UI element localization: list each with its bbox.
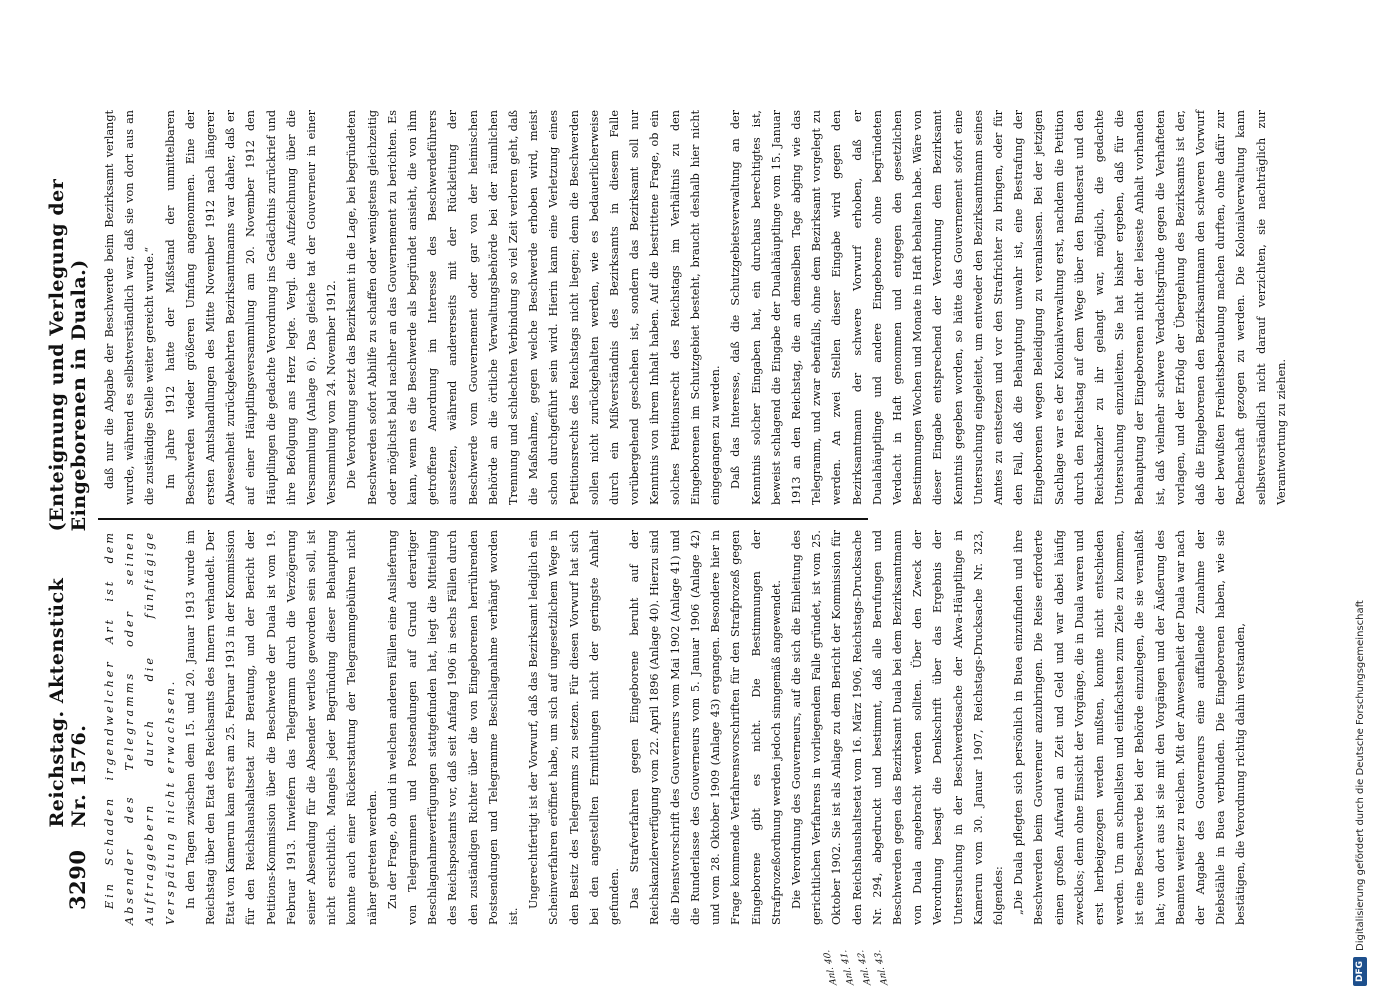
paragraph: Zu der Frage, ob und in welchen anderen Fällen eine Auslieferung von Telegrammen und Postsendungen auf Grund derartiger Beschlagnahmeverfügungen stattgefunden hat, liegt die Mitteilung des Reichspostamts vor, daß seit Anfang 1906 in sechs Fällen durch den zuständigen Richter über die von Eingeborenen herrührenden Postsendungen und Telegramme Beschlagnahme verhängt worden ist. — [385, 530, 521, 925]
paragraph: Ein Schaden irgendwelcher Art ist dem Absender des Telegramms oder seinen Auftraggebern durch die fünftägige Verspätung nicht erwachsen. — [103, 530, 177, 925]
paragraph: Im Jahre 1912 hatte der Mißstand der unmittelbaren Beschwerden wieder größeren Umfang angenommen. Eine der ersten Amtshandlungen des Mitte November 1912 nach längerer Abwesenheit zurückgekehrten Bezirksamtmanns war daher, daß er auf einer Häuptlingsversammlung am 20. November 1912 den Häuptlingen die gedachte Verordnung ins Gedächtnis zurückrief und ihre Befolgung ans Herz legte. Vergl. die Aufzeichnung über die Versammlung (Anlage 6). Das gleiche tat der Gouverneur in einer Versammlung vom 24. November 1912. — [163, 110, 339, 505]
paragraph: Die Verordnung des Gouverneurs, auf die sich die Einleitung des gerichtlichen Verfahrens in vorliegendem Falle gründet, ist vom 25. Oktober 1902. Sie ist als Anlage zu dem Bericht der Kommission für den Reichshaushaltsetat vom 16. März 1906, Reichstags-Drucksache Nr. 294, abgedruckt und bestimmt, daß alle Berufungen und Beschwerden gegen das Bezirksamt Duala bei dem Bezirksamtmann von Duala angebracht werden sollten. Über den Zweck der Verordnung besagt die Denkschrift über das Ergebnis der Untersuchung in der Beschwerdesache der Akwa-Häuptlinge in Kamerun vom 30. Januar 1907, Reichstags-Drucksache Nr. 323, folgendes: — [789, 530, 1005, 925]
paragraph: Die Verordnung setzt das Bezirksamt in die Lage, bei begründeten Beschwerden sofort Abhilfe zu schaffen oder wenigstens gleichzeitig oder möglichst bald nachher an das Gouvernement zu berichten. Es kann, wenn es die Beschwerde als begründet ansieht, die von ihm getroffene Anordnung im Interesse des Beschwerdeführers aussetzen, während andererseits mit der Rückleitung der Beschwerde vom Gouvernement oder gar von der heimischen Behörde an die örtliche Verwaltungsbehörde bei der räumlichen Trennung und schlechten Verbindung so viel Zeit verloren geht, daß die Maßnahme, gegen welche Beschwerde erhoben wird, meist schon durchgeführt sein wird. Hierin kann eine Verletzung eines Petitionsrechts des Reichstags nicht liegen; denn die Beschwerden sollen nicht zurückgehalten werden, wie es bedauerlicherweise durch ein Mißverständnis des Bezirksamts in diesem Falle vorübergehend geschehen ist, sondern das Bezirksamt soll nur Kenntnis von ihrem Inhalt haben. Auf die bestrittene Frage, ob ein solches Petitionsrecht des Reichstags im Verhältnis zu den Eingeborenen im Schutzgebiet besteht, braucht deshalb hier nicht eingegangen zu werden. — [345, 110, 723, 505]
margin-notes — [820, 925, 891, 985]
margin-note: Anl. 41. — [838, 949, 857, 985]
left-column — [100, 530, 1252, 925]
column-rule — [98, 518, 868, 520]
subject-title: (Enteignung und Verlegung der Eingeborenen in Duala.) — [46, 178, 90, 532]
paragraph: Das Strafverfahren gegen Eingeborene beruht auf der Reichskanzlerverfügung vom 22. April 1896 (Anlage 40). Hierzu sind die Dienstvorschrift des Gouverneurs vom Mai 1902 (Anlage 41) und die Runderlasse des Gouverneurs vom 5. Januar 1906 (Anlage 42) und vom 28. Oktober 1909 (Anlage 43) ergangen. Besondere hier in Frage kommende Verfahrensvorschriften für den Strafprozeß gegen Eingeborene gibt es nicht. Die Bestimmungen der Strafprozeßordnung werden jedoch sinngemäß angewendet. — [628, 530, 783, 925]
digitization-credit — [1348, 26, 1372, 986]
margin-note: Anl. 43. — [872, 949, 891, 985]
right-column — [100, 110, 1292, 505]
page-header — [20, 50, 90, 910]
quote-paragraph: „Die Duala pflegten sich persönlich in Buea einzufinden und ihre Beschwerden beim Gouverneur anzubringen. Die Reise erforderte einen großen Aufwand an Zeit und Geld und war dabei häufig zwecklos; denn ohne Einsicht der Vorgänge, die in Duala waren und erst herbeigezogen werden mußten, konnte nicht entschieden werden. Um am schnellsten und einfachsten zum Ziele zu kommen, ist eine Beschwerde bei der Behörde einzulegen, die sie veranlaßt hat; von dort aus ist sie mit den Vorgängen und der Äußerung des Beamten weiter zu reichen. Mit der Anwesenheit der Duala war nach der Angabe des Gouverneurs eine auffallende Zunahme der Diebstähle in Buea verbunden. Die Eingeborenen haben, wie sie bestätigen, die Verordnung richtig dahin verstanden, — [1012, 530, 1248, 925]
margin-note: Anl. 42. — [855, 949, 874, 985]
paragraph: Ungerechtfertigt ist der Vorwurf, daß das Bezirksamt lediglich ein Scheinverfahren eröffnet habe, um sich auf ungesetzlichem Wege in den Besitz des Telegramms zu setzen. Für diesen Vorwurf hat sich bei den angestellten Ermittlungen nicht der geringste Anhalt gefunden. — [527, 530, 622, 925]
paragraph: In den Tagen zwischen dem 15. und 20. Januar 1913 wurde im Reichstag über den Etat des Reichsamts des Innern verhandelt. Der Etat von Kamerun kam erst am 25. Februar 1913 in der Kommission für den Reichshaushaltsetat zur Beratung, und der Bericht der Petitions-Kommission über die Beschwerde der Duala ist vom 19. Februar 1913. Inwiefern das Telegramm durch die Verzögerung seiner Absendung für die Absender wertlos geworden sein soll, ist nicht ersichtlich. Mangels jeder Begründung dieser Behauptung konnte auch einer Rückerstattung der Telegrammgebühren nicht näher getreten werden. — [183, 530, 379, 925]
paragraph: daß nur die Abgabe der Beschwerde beim Bezirksamt verlangt wurde, während es selbstverständlich war, daß sie von dort aus an die zuständige Stelle weiter gereicht wurde.“ — [103, 110, 157, 505]
dfg-logo: DFG — [1353, 957, 1367, 986]
running-title: Reichstag. Aktenstück Nr. 1576. — [46, 577, 90, 828]
margin-note: Anl. 40. — [821, 949, 840, 985]
page-number: 3290 — [65, 849, 90, 910]
paragraph: Daß das Interesse, daß die Schutzgebietsverwaltung an der Kenntnis solcher Eingaben hat, ein durchaus berechtigtes ist, beweist schlagend die Eingabe der Dualahäuptlinge vom 15. Januar 1913 an den Reichstag, die an demselben Tage abging wie das Telegramm, und zwar ebenfalls, ohne dem Bezirksamt vorgelegt zu werden. An zwei Stellen dieser Eingabe wird gegen den Bezirksamtmann der schwere Vorwurf erhoben, daß er Dualahäuptlinge und andere Eingeborene ohne begründeten Verdacht in Haft genommen und entgegen den gesetzlichen Bestimmungen Wochen und Monate in Haft behalten habe. Wäre von dieser Eingabe entsprechend der Verordnung dem Bezirksamt Kenntnis gegeben worden, so hätte das Gouvernement sofort eine Untersuchung eingeleitet, um entweder den Bezirksamtmann seines Amtes zu entsetzen und vor den Strafrichter zu bringen, oder für den Fall, daß die Behauptung unwahr ist, eine Bestrafung der Eingeborenen wegen Beleidigung zu veranlassen. Bei der jetzigen Sachlage war es der Kolonialverwaltung erst, nachdem die Petition durch den Reichstag auf dem Wege über den Bundesrat und den Reichskanzler zu ihr gelangt war, möglich, die gedachte Untersuchung einzuleiten. Sie hat bisher ergeben, daß für die Behauptung der Eingeborenen nicht der leiseste Anhalt vorhanden ist, daß vielmehr schwere Verdachtsgründe gegen die Verhafteten vorlagen, und der Erfolg der Übergehung des Bezirksamts ist der, daß die Eingeborenen den Bezirksamtmann den schweren Vorwurf der bewußten Freiheitsberaubung machen durften, ohne dafür zur Rechenschaft gezogen zu werden. Die Kolonialverwaltung kann selbstverständlich nicht darauf verzichten, sie nachträglich zur Verantwortung zu ziehen. — [729, 110, 1288, 505]
credit-text: Digitalisierung gefördert durch die Deutsche Forschungsgemeinschaft — [1354, 600, 1366, 951]
